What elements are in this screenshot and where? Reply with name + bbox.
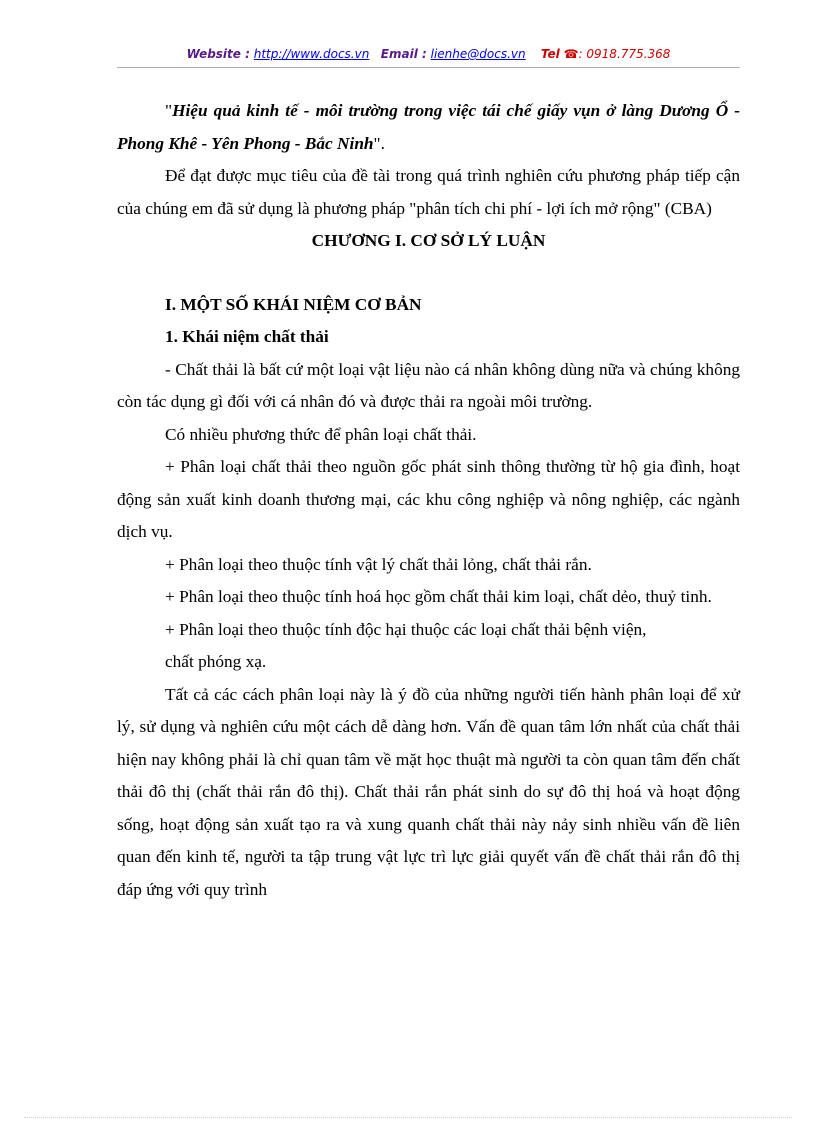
header-divider [117, 67, 740, 68]
classification-intro: Có nhiều phương thức để phân loại chất thải. [165, 424, 477, 444]
project-title: Hiệu quả kinh tế - môi trường trong việc tái chế giấy vụn ở làng Dương Ổ - Phong Khê - Yên Phong - Bắc Ninh [117, 101, 740, 153]
tel-value: : 0918.775.368 [578, 47, 671, 61]
page-header [117, 47, 740, 67]
classification-chemical: + Phân loại theo thuộc tính hoá học gồm chất thải kim loại, chất dẻo, thuỷ tinh. [165, 587, 712, 606]
email-label: Email : [380, 47, 427, 61]
definition-paragraph: - Chất thải là bất cứ một loại vật liệu nào cá nhân không dùng nữa và chúng không còn tác dụng gì đối với cá nhân đó và được thải ra ngoài môi trường. [117, 359, 740, 411]
project-title-paragraph [117, 95, 740, 160]
subsection-heading: 1. Khái niệm chất thải [165, 327, 329, 346]
phone-icon: ☎ [563, 47, 579, 61]
website-link[interactable]: http://www.docs.vn [253, 47, 370, 61]
section-heading: I. MỘT SỐ KHÁI NIỆM CƠ BẢN [165, 294, 422, 314]
summary-paragraph: Tất cả các cách phân loại này là ý đồ của những người tiến hành phân loại để xử lý, sử dụng và nghiên cứu một cách dễ dàng hơn. Vấn đề quan tâm lớn nhất của chất thải hiện nay không phải là chỉ quan tâm về mặt học thuật mà người ta còn quan tâm đến chất thải đô thị (chất thải rắn đô thị). Chất thải rắn phát sinh do sự đô thị hoá và hoạt động sống, hoạt động sản xuất tạo ra và xung quanh chất thải này nảy sinh nhiều vấn đề liên quan đến kinh tế, người ta tập trung vật lực trì lực giải quyết vấn đề chất thải rắn đô thị đáp ứng với quy trình [117, 684, 740, 899]
classification-toxic: + Phân loại theo thuộc tính độc hại thuộc các loại chất thải bệnh viện, [165, 619, 647, 639]
classification-toxic-cont: chất phóng xạ. [165, 652, 267, 671]
method-paragraph: Để đạt được mục tiêu của đề tài trong quá trình nghiên cứu phương pháp tiếp cận của chúng em đã sử dụng là phương pháp "phân tích chi phí - lợi ích mở rộng" (CBA) [117, 166, 740, 218]
page-bottom-border [24, 1117, 792, 1118]
classification-origin: + Phân loại chất thải theo nguồn gốc phát sinh thông thường từ hộ gia đình, hoạt động sản xuất kinh doanh thương mại, các khu công nghiệp và nông nghiệp, các ngành dịch vụ. [117, 457, 740, 541]
title-quote-open: " [165, 101, 173, 120]
title-quote-close: ". [373, 133, 385, 153]
classification-physical: + Phân loại theo thuộc tính vật lý chất thải lỏng, chất thải rắn. [165, 554, 592, 574]
chapter-title: CHƯƠNG I. CƠ SỞ LÝ LUẬN [311, 231, 546, 250]
website-label: Website : [186, 47, 250, 61]
tel-label: Tel [540, 47, 560, 61]
document-body [117, 95, 740, 906]
email-link[interactable]: lienhe@docs.vn [430, 47, 526, 61]
